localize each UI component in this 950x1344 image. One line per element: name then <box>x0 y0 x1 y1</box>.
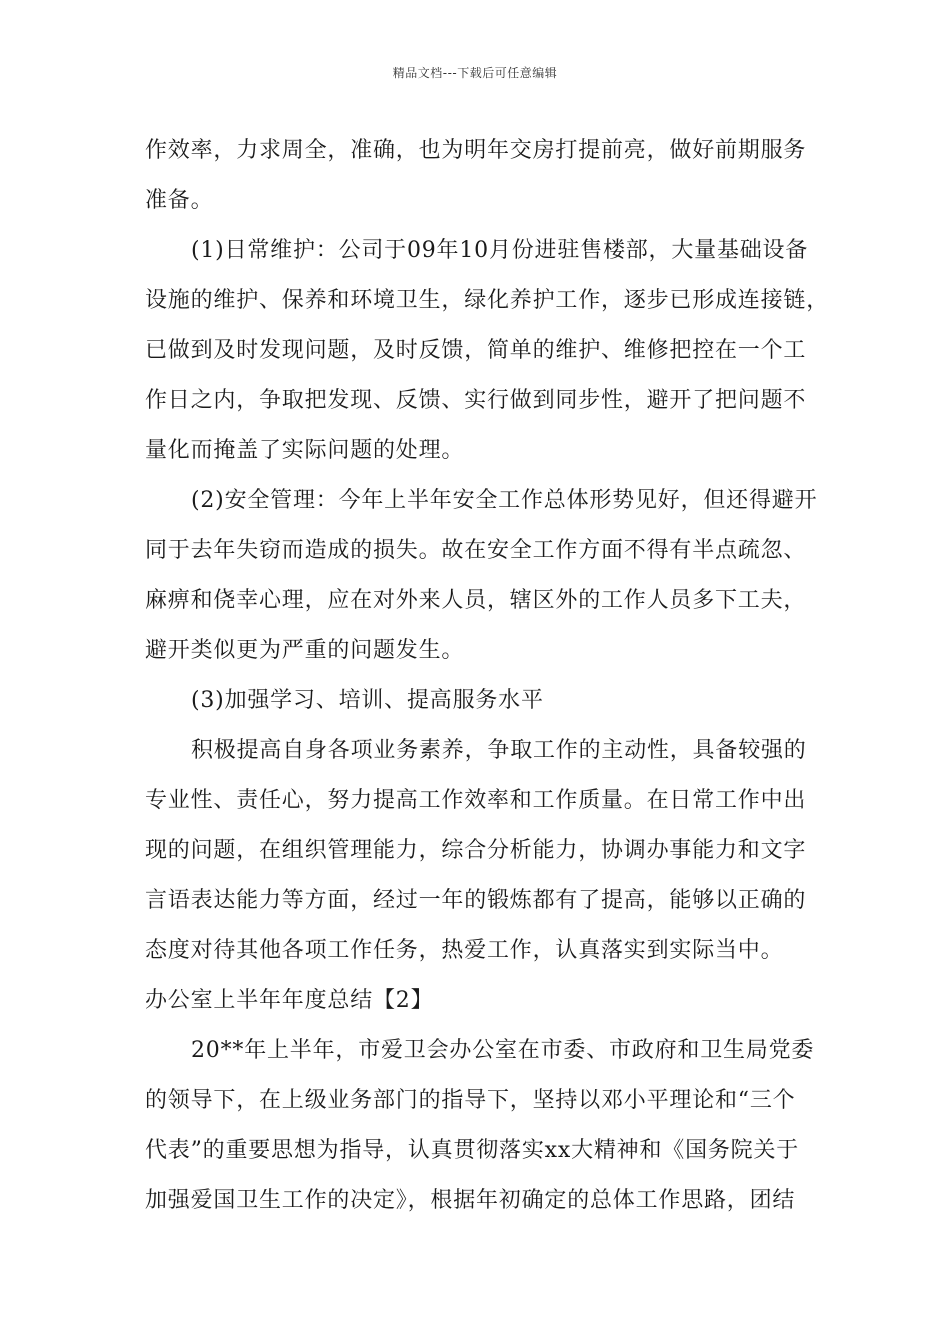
body-line: 言语表达能力等方面，经过一年的锻炼都有了提高，能够以正确的 <box>145 888 807 913</box>
paragraph-start-line: 积极提高自身各项业务素养，争取工作的主动性，具备较强的 <box>191 738 807 763</box>
body-line: 作效率，力求周全，准确，也为明年交房打提前亮，做好前期服务 <box>145 138 807 163</box>
body-line: 专业性、责任心，努力提高工作效率和工作质量。在日常工作中出 <box>145 788 807 813</box>
body-line: 避开类似更为严重的问题发生。 <box>145 638 465 663</box>
body-line: 量化而掩盖了实际问题的处理。 <box>145 438 465 463</box>
body-line: 麻痹和侥幸心理，应在对外来人员，辖区外的工作人员多下工夫， <box>145 588 807 613</box>
paragraph-start-line: (1)日常维护：公司于09年10月份进驻售楼部，大量基础设备 <box>191 238 809 263</box>
body-line: 准备。 <box>145 188 214 213</box>
body-line: 的领导下，在上级业务部门的指导下，坚持以邓小平理论和“三个 <box>145 1088 796 1113</box>
section-heading: 办公室上半年年度总结【2】 <box>145 988 434 1013</box>
paragraph-start-line: (3)加强学习、培训、提高服务水平 <box>191 688 544 713</box>
body-line: 作日之内，争取把发现、反馈、实行做到同步性，避开了把问题不 <box>145 388 807 413</box>
paragraph-start-line: 20**年上半年，市爱卫会办公室在市委、市政府和卫生局党委 <box>191 1038 815 1063</box>
body-line: 设施的维护、保养和环境卫生，绿化养护工作，逐步已形成连接链， <box>145 288 830 313</box>
body-line: 已做到及时发现问题，及时反馈，简单的维护、维修把控在一个工 <box>145 338 807 363</box>
paragraph-start-line: (2)安全管理：今年上半年安全工作总体形势见好，但还得避开 <box>191 488 818 513</box>
body-line: 加强爱国卫生工作的决定》，根据年初确定的总体工作思路，团结 <box>145 1188 796 1213</box>
body-line: 同于去年失窃而造成的损失。故在安全工作方面不得有半点疏忽、 <box>145 538 807 563</box>
body-line: 现的问题，在组织管理能力，综合分析能力，协调办事能力和文字 <box>145 838 807 863</box>
body-line: 代表”的重要思想为指导，认真贯彻落实xx大精神和《国务院关于 <box>145 1138 800 1163</box>
page-header: 精品文档---下载后可任意编辑 <box>392 66 558 80</box>
body-line: 态度对待其他各项工作任务，热爱工作，认真落实到实际当中。 <box>145 938 784 963</box>
